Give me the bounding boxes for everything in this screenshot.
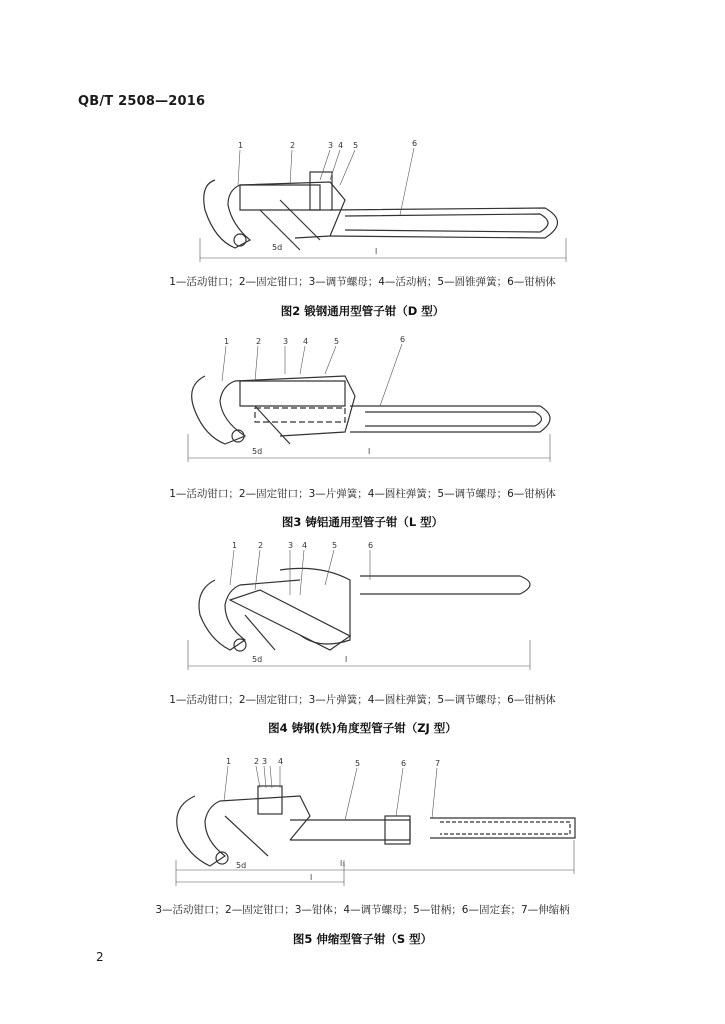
- fig2-label-1: 1: [238, 141, 244, 150]
- fig5-label-5: 5: [355, 759, 361, 768]
- fig3-label-1: 1: [224, 337, 230, 346]
- fig3-label-2: 2: [256, 337, 262, 346]
- fig2-label-3: 3: [328, 141, 334, 150]
- fig3-label-3: 3: [283, 337, 289, 346]
- fig4-label-5: 5: [332, 541, 338, 550]
- wrench-zj-type-drawing: [0, 540, 725, 680]
- standard-header: QB/T 2508—2016: [78, 94, 206, 109]
- fig5-caption: 3—活动钳口；2—固定钳口；3—钳体；4—调节螺母；5—钳柄；6—固定套；7—伸缩柄: [155, 904, 570, 916]
- wrench-d-type-drawing: [0, 140, 725, 270]
- fig5-dim-l: l: [310, 873, 313, 882]
- fig2-label-5: 5: [353, 141, 359, 150]
- fig3-label-6: 6: [400, 336, 406, 344]
- fig4-label-4: 4: [302, 541, 308, 550]
- fig3-dim-d: 5d: [252, 447, 263, 456]
- fig5-dim-l1: l₁: [340, 859, 346, 868]
- fig4-dim-d: 5d: [252, 655, 263, 664]
- fig5-label-4: 4: [278, 757, 284, 766]
- fig3-label-5: 5: [334, 337, 340, 346]
- fig4-title: 图4 铸钢(铁)角度型管子钳（ZJ 型）: [268, 721, 457, 735]
- wrench-l-type-drawing: [0, 336, 725, 471]
- fig4-label-6: 6: [368, 541, 374, 550]
- fig2-title: 图2 锻钢通用型管子钳（D 型）: [280, 304, 445, 318]
- fig3-caption: 1—活动钳口；2—固定钳口；3—片弹簧；4—圆柱弹簧；5—调节螺母；6—钳柄体: [169, 488, 556, 500]
- fig3-dim-l: l: [368, 447, 371, 456]
- fig3-label-4: 4: [303, 337, 309, 346]
- fig2-label-2: 2: [290, 141, 296, 150]
- fig5-label-2: 2: [254, 757, 260, 766]
- fig3-title: 图3 铸铝通用型管子钳（L 型）: [281, 515, 444, 529]
- fig2-dim-l: l: [375, 247, 378, 256]
- figure-l-type: [0, 336, 725, 536]
- fig5-title: 图5 伸缩型管子钳（S 型）: [292, 932, 433, 946]
- figure-s-type: [0, 756, 725, 956]
- fig2-label-4: 4: [338, 141, 344, 150]
- fig5-label-6: 6: [401, 759, 407, 768]
- wrench-s-type-drawing: [0, 756, 725, 896]
- fig2-caption: 1—活动钳口；2—固定钳口；3—调节螺母；4—活动柄；5—圆锥弹簧；6—钳柄体: [169, 276, 556, 288]
- fig5-label-3: 3: [262, 757, 268, 766]
- figure-d-type: [0, 140, 725, 320]
- fig5-label-1: 1: [226, 757, 232, 766]
- figure-zj-type: [0, 540, 725, 740]
- fig4-label-2: 2: [258, 541, 264, 550]
- fig5-dim-d: 5d: [236, 861, 247, 870]
- fig4-label-1: 1: [232, 541, 238, 550]
- fig2-label-6: 6: [412, 140, 418, 148]
- fig4-caption: 1—活动钳口；2—固定钳口；3—片弹簧；4—圆柱弹簧；5—调节螺母；6—钳柄体: [169, 694, 556, 706]
- fig5-label-7: 7: [435, 759, 441, 768]
- fig2-dim-d: 5d: [272, 243, 283, 252]
- fig4-label-3: 3: [288, 541, 294, 550]
- page-number: 2: [96, 950, 104, 964]
- fig4-dim-l: l: [345, 655, 348, 664]
